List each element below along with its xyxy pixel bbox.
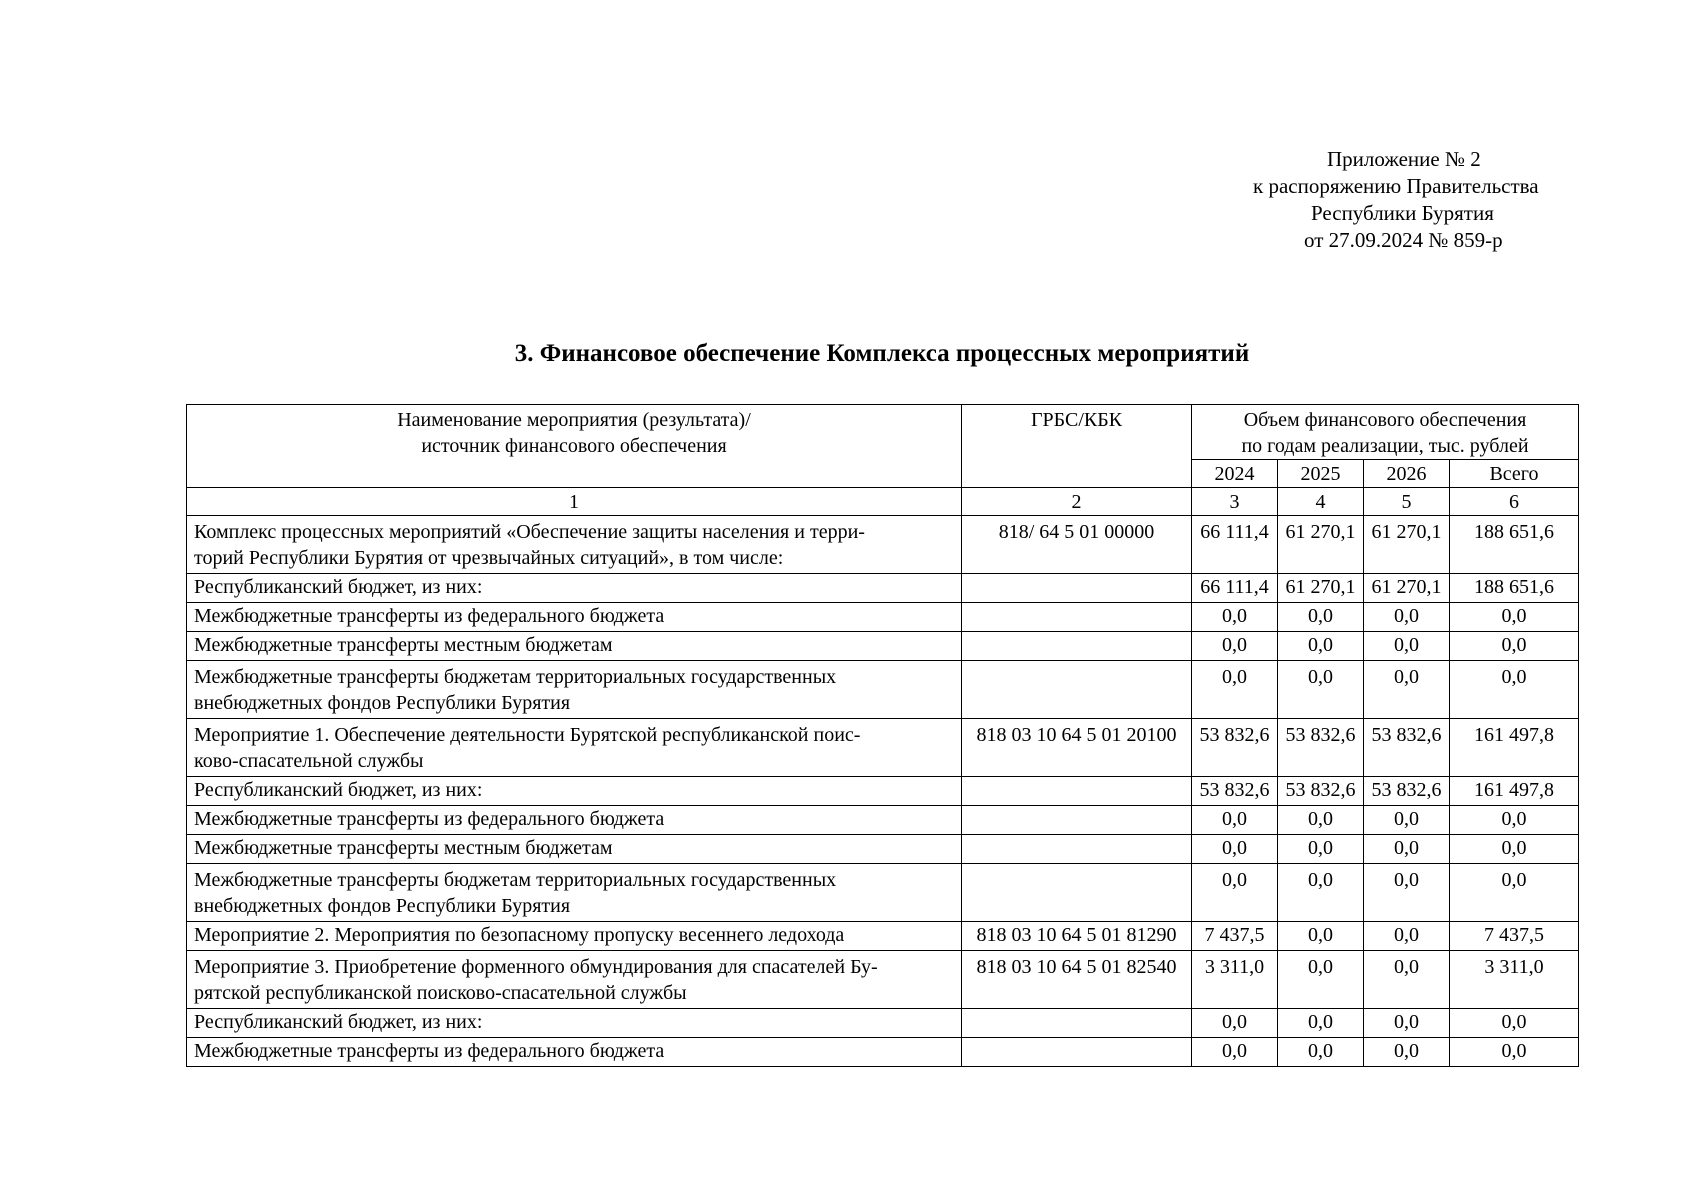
row-code-cell (962, 777, 1192, 806)
row-name-line-1: Мероприятие 1. Обеспечение деятельности Бурятской республиканской поис- (194, 724, 861, 746)
table-row (187, 603, 1579, 632)
table-row (187, 632, 1579, 661)
row-value-2024: 53 832,6 (1192, 777, 1278, 806)
row-name-line-1: Республиканский бюджет, из них: (194, 576, 483, 598)
table-row (187, 922, 1579, 951)
row-code-cell: 818 03 10 64 5 01 81290 (962, 922, 1192, 951)
row-value-2024: 0,0 (1192, 603, 1278, 632)
table-row (187, 574, 1579, 603)
row-value-2025: 0,0 (1278, 864, 1364, 922)
row-value-2025: 53 832,6 (1278, 719, 1364, 777)
row-value-2024: 66 111,4 (1192, 516, 1278, 574)
row-value-2026: 0,0 (1364, 632, 1450, 661)
row-value-total: 3 311,0 (1450, 951, 1579, 1009)
header-year-2024: 2024 (1192, 460, 1278, 488)
row-code-cell: 818/ 64 5 01 00000 (962, 516, 1192, 574)
header-name-cell (187, 405, 962, 488)
row-name-cell (187, 516, 962, 574)
row-name-line-1: Межбюджетные трансферты бюджетам территориальных государственных (194, 869, 837, 891)
row-value-total: 0,0 (1450, 603, 1579, 632)
table-row (187, 806, 1579, 835)
row-code-cell (962, 574, 1192, 603)
row-name-cell (187, 661, 962, 719)
row-name-line-1: Комплекс процессных мероприятий «Обеспечение защиты населения и терри- (194, 521, 865, 543)
row-value-2026: 0,0 (1364, 806, 1450, 835)
row-value-2024: 66 111,4 (1192, 574, 1278, 603)
page-title: 3. Финансовое обеспечение Комплекса процессных мероприятий (514, 340, 1250, 367)
row-value-2025: 53 832,6 (1278, 777, 1364, 806)
row-value-2025: 0,0 (1278, 806, 1364, 835)
row-name-line-2: внебюджетных фондов Республики Бурятия (194, 895, 571, 917)
row-value-total: 7 437,5 (1450, 922, 1579, 951)
row-value-total: 0,0 (1450, 1009, 1579, 1038)
appendix-block (1240, 146, 1660, 254)
row-value-2026: 0,0 (1364, 1009, 1450, 1038)
row-value-total: 0,0 (1450, 864, 1579, 922)
table-row (187, 1038, 1579, 1067)
table-row (187, 951, 1579, 1009)
row-name-cell (187, 835, 962, 864)
index-cell-1: 1 (187, 488, 962, 516)
row-value-total: 0,0 (1450, 661, 1579, 719)
row-value-total: 188 651,6 (1450, 574, 1579, 603)
row-name-line-1: Мероприятие 2. Мероприятия по безопасному пропуску весеннего ледохода (194, 924, 845, 946)
row-name-line-1: Республиканский бюджет, из них: (194, 1011, 483, 1033)
row-name-line-2: рятской республиканской поисково-спасательной службы (194, 982, 687, 1004)
header-year-2025: 2025 (1278, 460, 1364, 488)
row-name-line-1: Межбюджетные трансферты из федерального бюджета (194, 605, 665, 627)
table-row (187, 719, 1579, 777)
row-value-2024: 3 311,0 (1192, 951, 1278, 1009)
row-value-2025: 0,0 (1278, 922, 1364, 951)
row-value-2026: 0,0 (1364, 1038, 1450, 1067)
row-name-line-1: Межбюджетные трансферты из федерального бюджета (194, 808, 665, 830)
row-value-2025: 0,0 (1278, 1009, 1364, 1038)
financing-table (186, 404, 1579, 1067)
row-name-line-1: Мероприятие 3. Приобретение форменного обмундирования для спасателей Бу- (194, 956, 878, 978)
row-name-cell (187, 806, 962, 835)
appendix-line-4: от 27.09.2024 № 859-р (1304, 228, 1503, 252)
row-name-line-2: ково-спасательной службы (194, 750, 424, 772)
header-volume-line-2: по годам реализации, тыс. рублей (1241, 435, 1529, 457)
row-value-2025: 0,0 (1278, 661, 1364, 719)
table-row (187, 1009, 1579, 1038)
row-name-cell (187, 603, 962, 632)
row-code-cell (962, 661, 1192, 719)
row-value-total: 161 497,8 (1450, 777, 1579, 806)
row-name-cell (187, 951, 962, 1009)
row-value-2024: 53 832,6 (1192, 719, 1278, 777)
row-value-2025: 0,0 (1278, 603, 1364, 632)
header-name-line-2: источник финансового обеспечения (421, 435, 727, 457)
row-value-2026: 0,0 (1364, 835, 1450, 864)
row-code-cell: 818 03 10 64 5 01 82540 (962, 951, 1192, 1009)
index-cell-3: 3 (1192, 488, 1278, 516)
header-volume-line-1: Объем финансового обеспечения (1243, 409, 1527, 431)
row-name-cell (187, 1009, 962, 1038)
row-value-2024: 7 437,5 (1192, 922, 1278, 951)
header-year-2026: 2026 (1364, 460, 1450, 488)
table-row (187, 864, 1579, 922)
appendix-line-2: к распоряжению Правительства (1253, 174, 1539, 198)
row-name-cell (187, 922, 962, 951)
row-value-2025: 0,0 (1278, 835, 1364, 864)
row-value-total: 0,0 (1450, 1038, 1579, 1067)
row-name-cell (187, 632, 962, 661)
table-row (187, 835, 1579, 864)
table-row (187, 661, 1579, 719)
row-name-cell (187, 574, 962, 603)
table-header-row (187, 405, 1579, 460)
row-code-cell: 818 03 10 64 5 01 20100 (962, 719, 1192, 777)
row-value-total: 0,0 (1450, 835, 1579, 864)
header-code-cell: ГРБС/КБК (962, 405, 1192, 488)
row-value-total: 0,0 (1450, 632, 1579, 661)
row-value-2024: 0,0 (1192, 632, 1278, 661)
row-name-line-2: торий Республики Бурятия от чрезвычайных ситуаций», в том числе: (194, 547, 784, 569)
row-value-2024: 0,0 (1192, 661, 1278, 719)
row-value-total: 188 651,6 (1450, 516, 1579, 574)
row-name-line-1: Межбюджетные трансферты из федерального бюджета (194, 1040, 665, 1062)
row-value-2026: 0,0 (1364, 603, 1450, 632)
header-name-line-1: Наименование мероприятия (результата)/ (397, 409, 751, 431)
row-value-2026: 53 832,6 (1364, 777, 1450, 806)
row-value-2026: 0,0 (1364, 922, 1450, 951)
index-cell-6: 6 (1450, 488, 1579, 516)
row-value-2026: 0,0 (1364, 864, 1450, 922)
row-code-cell (962, 835, 1192, 864)
row-name-line-1: Межбюджетные трансферты местным бюджетам (194, 837, 613, 859)
index-cell-4: 4 (1278, 488, 1364, 516)
row-value-total: 0,0 (1450, 806, 1579, 835)
table-index-row (187, 488, 1579, 516)
row-value-2026: 0,0 (1364, 661, 1450, 719)
row-code-cell (962, 864, 1192, 922)
row-value-2026: 61 270,1 (1364, 516, 1450, 574)
row-value-2024: 0,0 (1192, 1009, 1278, 1038)
row-code-cell (962, 806, 1192, 835)
row-code-cell (962, 1009, 1192, 1038)
row-value-2024: 0,0 (1192, 806, 1278, 835)
appendix-line-3: Республики Бурятия (1311, 201, 1494, 225)
row-value-2025: 0,0 (1278, 1038, 1364, 1067)
row-value-2025: 0,0 (1278, 632, 1364, 661)
row-value-2025: 0,0 (1278, 951, 1364, 1009)
row-value-2026: 0,0 (1364, 951, 1450, 1009)
row-value-2026: 61 270,1 (1364, 574, 1450, 603)
row-value-2026: 53 832,6 (1364, 719, 1450, 777)
row-name-cell (187, 777, 962, 806)
row-value-2024: 0,0 (1192, 864, 1278, 922)
table-row (187, 516, 1579, 574)
index-cell-5: 5 (1364, 488, 1450, 516)
row-name-line-1: Республиканский бюджет, из них: (194, 779, 483, 801)
row-name-line-1: Межбюджетные трансферты бюджетам территориальных государственных (194, 666, 837, 688)
index-cell-2: 2 (962, 488, 1192, 516)
row-value-2024: 0,0 (1192, 1038, 1278, 1067)
row-name-cell (187, 719, 962, 777)
row-code-cell (962, 1038, 1192, 1067)
row-name-cell (187, 1038, 962, 1067)
row-value-2025: 61 270,1 (1278, 574, 1364, 603)
row-code-cell (962, 603, 1192, 632)
row-code-cell (962, 632, 1192, 661)
appendix-line-1: Приложение № 2 (1327, 147, 1481, 171)
header-volume-cell (1192, 405, 1579, 460)
row-value-total: 161 497,8 (1450, 719, 1579, 777)
row-value-2025: 61 270,1 (1278, 516, 1364, 574)
row-name-line-1: Межбюджетные трансферты местным бюджетам (194, 634, 613, 656)
table-row (187, 777, 1579, 806)
header-total: Всего (1450, 460, 1579, 488)
row-value-2024: 0,0 (1192, 835, 1278, 864)
row-name-cell (187, 864, 962, 922)
row-name-line-2: внебюджетных фондов Республики Бурятия (194, 692, 571, 714)
